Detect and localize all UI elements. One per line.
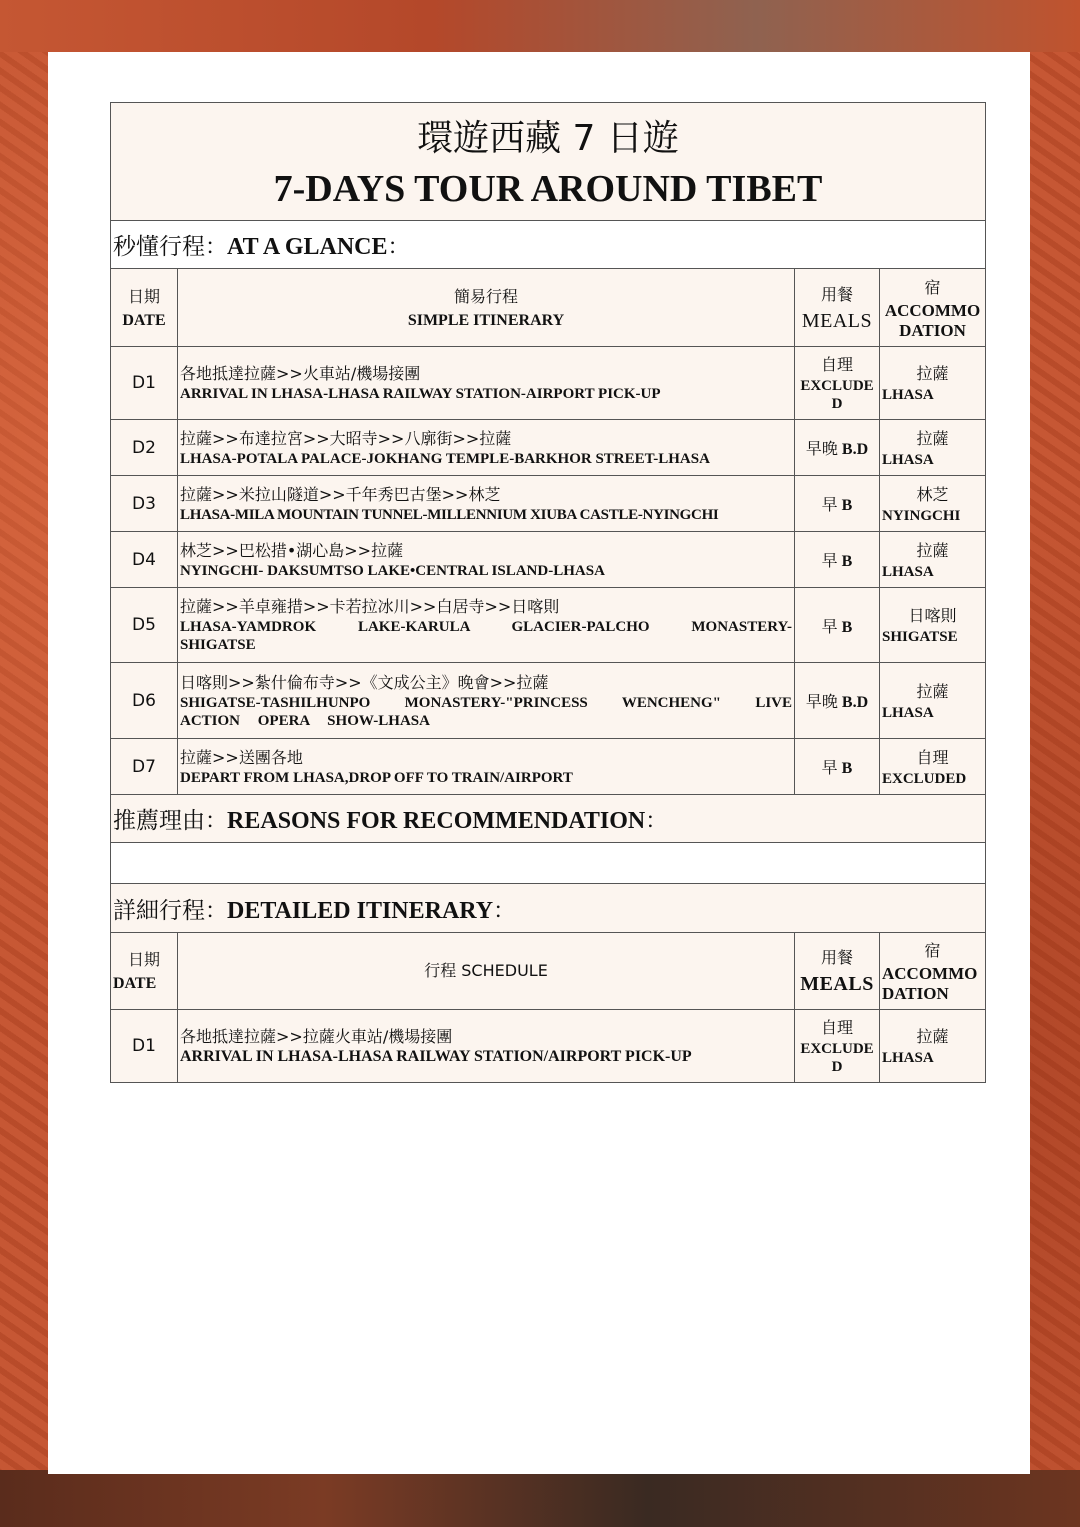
accommodation-cn: 拉薩	[916, 1027, 949, 1046]
accommodation-en: LHASA	[882, 387, 934, 403]
itinerary-header-en: SIMPLE ITINERARY	[407, 311, 565, 329]
accommodation-cn: 自理	[916, 747, 949, 767]
meal-cell	[795, 1010, 880, 1083]
accommodation-cell	[880, 476, 986, 532]
accommodation-cell	[880, 420, 986, 476]
glance-row-d5	[111, 588, 986, 663]
meal-cn: 早晚	[805, 439, 838, 458]
accommodation-cell	[880, 663, 986, 739]
accommodation-cn: 林芝	[916, 484, 949, 504]
day-label: D1	[111, 347, 178, 420]
detailed-heading-row	[111, 884, 986, 933]
accommodation-cell	[880, 347, 986, 420]
meal-cell	[795, 739, 880, 795]
detailed-heading	[111, 884, 986, 933]
itinerary-en: DEPART FROM LHASA,DROP OFF TO TRAIN/AIRPORT	[180, 769, 573, 786]
accommodation-en: LHASA	[882, 563, 934, 580]
meals-header-en: MEALS	[800, 973, 874, 995]
detailed-header-schedule	[178, 933, 795, 1010]
day-label: D1	[111, 1010, 178, 1083]
reasons-heading-en: REASONS FOR RECOMMENDATION	[227, 808, 646, 834]
glance-header-accommodation	[880, 269, 986, 347]
glance-row-d3	[111, 476, 986, 532]
itinerary-cell	[178, 588, 795, 663]
meals-header-cn: 用餐	[820, 284, 853, 304]
glance-row-d4	[111, 532, 986, 588]
reasons-content	[111, 843, 986, 884]
detailed-heading-colon: ：	[493, 898, 516, 924]
glance-row-d2	[111, 420, 986, 476]
glance-heading-row	[111, 221, 986, 269]
accommodation-en: NYINGCHI	[882, 507, 961, 524]
meal-cell	[795, 663, 880, 739]
meals-header-cn: 用餐	[820, 948, 853, 967]
schedule-header: 行程 SCHEDULE	[424, 961, 548, 980]
title-chinese: 環遊西藏 7 日遊	[417, 117, 679, 159]
backdrop-bottom	[0, 1470, 1080, 1527]
day-label: D5	[111, 588, 178, 663]
glance-heading-colon-1: ：	[205, 235, 228, 260]
glance-header-meals	[795, 269, 880, 347]
meal-en: B.D	[841, 441, 869, 458]
accommodation-cn: 拉薩	[916, 681, 949, 701]
meal-cn: 早	[821, 616, 838, 636]
meal-cell	[795, 476, 880, 532]
accommodation-en: SHIGATSE	[882, 629, 958, 645]
title-cell	[111, 103, 986, 221]
detailed-row-d1	[111, 1010, 986, 1083]
itinerary-cn: 拉薩>>送團各地	[180, 747, 303, 767]
glance-heading-en: AT A GLANCE	[227, 234, 388, 260]
meal-cn: 早晚	[805, 692, 838, 711]
meal-en: B	[841, 760, 853, 777]
itinerary-cell	[178, 420, 795, 476]
itinerary-en: LHASA-YAMDROK LAKE-KARULA GLACIER-PALCHO MONASTERY-SHIGATSE	[180, 619, 792, 653]
day-label: D6	[111, 663, 178, 739]
meal-cn: 早	[821, 758, 838, 777]
meal-cn: 早	[821, 495, 838, 514]
meal-cell	[795, 532, 880, 588]
date-header-cn: 日期	[127, 950, 160, 969]
accommodation-cn: 拉薩	[916, 540, 949, 560]
accommodation-cn: 拉薩	[916, 364, 949, 383]
itinerary-en: LHASA-MILA MOUNTAIN TUNNEL-MILLENNIUM XIUBA CASTLE-NYINGCHI	[180, 506, 719, 523]
itinerary-cell	[178, 347, 795, 420]
detailed-header-row	[111, 933, 986, 1010]
schedule-cell	[178, 1010, 795, 1083]
detailed-heading-en: DETAILED ITINERARY	[227, 897, 494, 924]
accommodation-header-en: ACCOMMODATION	[884, 300, 981, 340]
day-label: D3	[111, 476, 178, 532]
itinerary-cell	[178, 532, 795, 588]
title-english: 7-DAYS TOUR AROUND TIBET	[273, 167, 823, 210]
accommodation-cn: 日喀則	[908, 606, 957, 625]
glance-row-d7	[111, 739, 986, 795]
backdrop-top	[0, 0, 1080, 52]
glance-header-date	[111, 269, 178, 347]
glance-row-d1	[111, 347, 986, 420]
accommodation-cell	[880, 588, 986, 663]
meal-cell	[795, 588, 880, 663]
detailed-header-accommodation	[880, 933, 986, 1010]
accommodation-en: EXCLUDED	[882, 770, 967, 787]
accommodation-en: LHASA	[882, 1050, 934, 1066]
itinerary-en: SHIGATSE-TASHILHUNPO MONASTERY-"PRINCESS WENCHENG" LIVE ACTION OPERA SHOW-LHASA	[180, 694, 792, 729]
itinerary-cn: 日喀則>>紮什倫布寺>>《文成公主》晚會>>拉薩	[180, 672, 549, 692]
itinerary-cell	[178, 663, 795, 739]
reasons-heading-colon: ：	[645, 809, 668, 834]
day-label: D4	[111, 532, 178, 588]
meal-en: B.D	[841, 694, 869, 711]
itinerary-cn: 拉薩>>布達拉宮>>大昭寺>>八廓街>>拉薩	[180, 428, 512, 448]
accommodation-en: LHASA	[882, 704, 934, 721]
accommodation-cn: 拉薩	[916, 428, 949, 448]
reasons-content-row	[111, 843, 986, 884]
itinerary-cn: 林芝>>巴松措•湖心島>>拉薩	[180, 540, 404, 560]
glance-heading-colon: ：	[387, 235, 410, 260]
schedule-cn: 各地抵達拉薩>>拉薩火車站/機場接團	[180, 1027, 453, 1046]
itinerary-en: ARRIVAL IN LHASA-LHASA RAILWAY STATION-AIRPORT PICK-UP	[180, 386, 661, 402]
itinerary-en: LHASA-POTALA PALACE-JOKHANG TEMPLE-BARKHOR STREET-LHASA	[180, 450, 710, 467]
reasons-heading-cn: 推薦理由	[113, 808, 205, 834]
glance-heading-cn: 秒懂行程	[113, 234, 205, 260]
itinerary-cn: 各地抵達拉薩>>火車站/機場接團	[180, 364, 421, 383]
day-label: D2	[111, 420, 178, 476]
glance-header-itinerary	[178, 269, 795, 347]
meal-en: B	[841, 618, 853, 636]
date-header-cn: 日期	[127, 286, 160, 306]
title-row	[111, 103, 986, 221]
reasons-heading	[111, 795, 986, 843]
day-label: D7	[111, 739, 178, 795]
itinerary-cn: 拉薩>>米拉山隧道>>千年秀巴古堡>>林芝	[180, 484, 501, 504]
detailed-header-meals	[795, 933, 880, 1010]
meal-en: EXCLUDED	[800, 378, 874, 412]
meals-header-en: MEALS	[801, 309, 873, 332]
glance-header-row	[111, 269, 986, 347]
itinerary-header-cn: 簡易行程	[453, 286, 518, 306]
accommodation-cell	[880, 1010, 986, 1083]
meal-cn: 自理	[820, 355, 853, 374]
meal-en: B	[841, 497, 853, 514]
schedule-en: ARRIVAL IN LHASA-LHASA RAILWAY STATION/AIRPORT PICK-UP	[180, 1048, 692, 1065]
itinerary-en: NYINGCHI- DAKSUMTSO LAKE•CENTRAL ISLAND-LHASA	[180, 562, 605, 579]
accommodation-header-cn: 宿	[924, 277, 941, 297]
meal-cell	[795, 420, 880, 476]
meal-cell	[795, 347, 880, 420]
reasons-heading-row	[111, 795, 986, 843]
glance-heading	[111, 221, 986, 269]
accommodation-en: LHASA	[882, 451, 934, 468]
itinerary-cn: 拉薩>>羊卓雍措>>卡若拉冰川>>白居寺>>日喀則	[180, 597, 560, 616]
meal-en: EXCLUDED	[800, 1041, 874, 1075]
document-page	[48, 52, 1030, 1474]
detailed-header-date	[111, 933, 178, 1010]
meal-en: B	[841, 553, 853, 570]
reasons-heading-colon-1: ：	[205, 809, 228, 834]
itinerary-cell	[178, 476, 795, 532]
itinerary-table	[110, 102, 986, 1083]
detailed-heading-colon-1: ：	[205, 898, 228, 924]
accommodation-cell	[880, 532, 986, 588]
date-header-en: DATE	[122, 311, 166, 329]
accommodation-header-en: ACCOMMODATION	[882, 964, 978, 1003]
meal-cn: 早	[821, 551, 838, 570]
accommodation-header-cn: 宿	[924, 941, 941, 960]
accommodation-cell	[880, 739, 986, 795]
itinerary-cell	[178, 739, 795, 795]
meal-cn: 自理	[820, 1018, 853, 1037]
detailed-heading-cn: 詳細行程	[113, 897, 205, 924]
glance-row-d6	[111, 663, 986, 739]
date-header-en: DATE	[113, 975, 157, 992]
